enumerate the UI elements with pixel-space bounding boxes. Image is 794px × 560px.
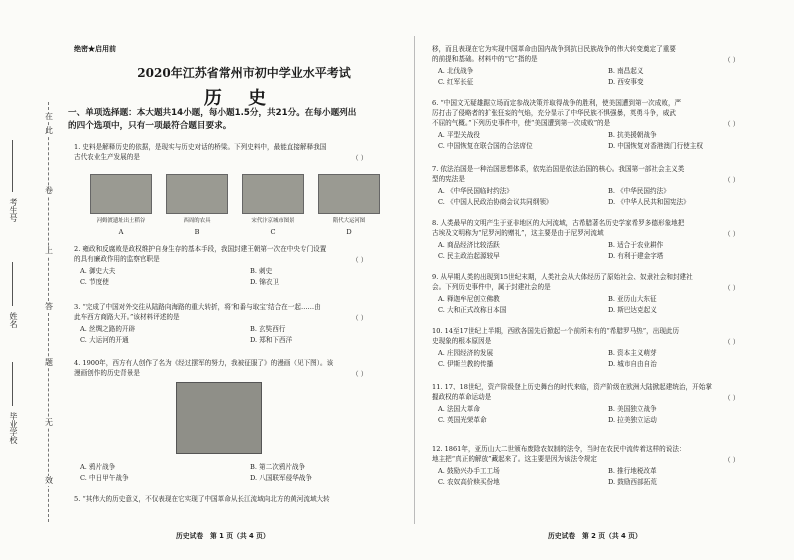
answer-paren: （ ） — [724, 284, 740, 292]
question-text: 不屈的气概。”下列历史事件中，使“美国遭到第一次成败”的是 — [432, 119, 611, 128]
option: A. 《中华民国临时约法》 — [438, 187, 513, 195]
seal-char: 无 — [45, 418, 53, 427]
seal-char: 卷 — [45, 186, 53, 195]
option: B. 美国独立战争 — [608, 405, 657, 413]
answer-paren: （ ） — [724, 338, 740, 346]
seal-char: 答 — [45, 302, 53, 311]
option: A. 商品经济比较活跃 — [438, 241, 500, 249]
answer-paren: （ ） — [724, 56, 740, 64]
image-a — [90, 174, 152, 214]
question-text: 8. 人类最早的文明产生于亚非地区的大河流域，古希腊著名历史学家希罗多德形象地把 — [432, 219, 685, 227]
option: C. 中日甲午战争 — [80, 474, 129, 482]
image-d — [318, 174, 380, 214]
question-text: 10. 14至17世纪上半期，西欧各国先后掀起一个前所未有的“希腊罗马热”，出现此历 — [432, 327, 680, 335]
answer-paren: （ ） — [352, 314, 368, 322]
option: B. 刺史 — [250, 267, 273, 275]
question-6-options — [438, 130, 768, 152]
field-line-school — [12, 362, 13, 406]
question-text: 的前提和基础。材料中的“它”指的是 — [432, 55, 538, 64]
page-footer-right: 历史试卷 第 2 页（共 4 页） — [548, 532, 642, 540]
secret-mark: 绝密★启用前 — [74, 44, 116, 53]
option: C. 伊斯兰教的传播 — [438, 360, 494, 368]
question-text: 3. “完成了中国对外交往从陆路向海路的重大转折，将‘和番与取宝’结合在一起……由 — [74, 303, 321, 311]
option: C. 红军长征 — [438, 78, 474, 86]
question-9 — [432, 272, 772, 292]
image-caption: 宋代汴京城市图景 — [251, 218, 295, 224]
binding-strip — [0, 0, 62, 560]
option: D. 城市自由自治 — [608, 360, 657, 368]
option: C. 《中国人民政治协商会议共同纲领》 — [438, 198, 553, 206]
question-2-options — [80, 266, 410, 288]
answer-paren: （ ） — [724, 394, 740, 402]
question-text: 11. 17、18世纪，资产阶级登上历史舞台的时代来临，资产阶级在欧洲大陆掀起建统治，开始掌 — [432, 383, 712, 391]
option: D. 八国联军侵华战争 — [250, 474, 312, 482]
question-3-options — [80, 324, 410, 346]
seal-char: 在 — [45, 112, 53, 121]
option: B. 南昌起义 — [608, 67, 644, 75]
answer-paren: （ ） — [724, 456, 740, 464]
option: D. 锦衣卫 — [250, 278, 280, 286]
image-c — [242, 174, 304, 214]
field-line-name — [12, 262, 13, 306]
question-11-options — [438, 404, 768, 426]
answer-paren: （ ） — [724, 230, 740, 238]
image-label: C — [270, 228, 276, 236]
option: A. 北伐战争 — [438, 67, 474, 75]
question-text: 漫画创作的历史背景是 — [74, 369, 140, 378]
answer-paren: （ ） — [724, 120, 740, 128]
option: D. 鼓励西部拓荒 — [608, 478, 657, 486]
field-line-exam-number — [12, 140, 13, 192]
option: A. 法国大革命 — [438, 405, 480, 413]
answer-paren: （ ） — [352, 154, 368, 162]
option: B. 玄奘西行 — [250, 325, 286, 333]
question-text: 2. 雍政和反腐败是政权维护自身生存的基本手段，我国封建王朝第一次在中央专门设置 — [74, 245, 327, 253]
question-text: 1. 史料是解释历史的依据，是现实与历史对话的桥梁。下列史料中，最能直接解释我国 — [74, 143, 327, 151]
field-label-school: 毕业学校 — [9, 412, 18, 444]
option: A. 平型关战役 — [438, 131, 480, 139]
question-text: 5. “其伟大的历史意义，不仅表现在它实现了中国革命从长江流域向北方的黄河流域大转 — [74, 495, 330, 503]
image-label: B — [194, 228, 200, 236]
option: D. 拉美独立运动 — [608, 416, 657, 424]
question-text: 史现象的根本原因是 — [432, 337, 492, 346]
option: C. 英国光荣革命 — [438, 416, 487, 424]
question-12 — [432, 444, 772, 464]
question-text: 厉打击了侵略者的扩张狂妄的气焰，充分显示了中华民族不惧强暴，英勇斗争，威武 — [432, 109, 676, 118]
question-12-options — [438, 466, 768, 488]
question-text: 7. 依法治国是一种治国思想体系，依宪治国是依法治国的核心。我国第一部社会主义类 — [432, 165, 685, 173]
question-11 — [432, 382, 772, 402]
question-1-images — [90, 174, 390, 236]
question-text: 的具有廉政作用的监察官职是 — [74, 255, 160, 264]
image-label: A — [118, 228, 124, 236]
option: D. 西安事变 — [608, 78, 644, 86]
question-text: 4. 1900年，西方有人创作了名为《经过摆军的努力，我被征服了》的漫画（见下图）。该 — [74, 359, 334, 367]
option: D. 《中华人民共和国宪法》 — [608, 198, 690, 206]
option: B. 《中华民国约法》 — [608, 187, 670, 195]
image-b — [166, 174, 228, 214]
answer-paren: （ ） — [352, 370, 368, 378]
section-heading — [68, 107, 412, 133]
question-text: 握政权的革命运动是 — [432, 393, 492, 402]
option: A. 鸦片战争 — [80, 463, 116, 471]
question-text: 型的宪法是 — [432, 175, 465, 184]
option: B. 抗美援朝战争 — [608, 131, 657, 139]
option: D. 中国恢复对香港澳门行使主权 — [608, 142, 703, 150]
option: D. 斯巴达克起义 — [608, 306, 657, 314]
question-10-options — [438, 348, 768, 370]
option: A. 丝绸之路的开辟 — [80, 325, 136, 333]
question-text: 地主把“真正的解放”藏起来了。这主要是因为该法令规定 — [432, 455, 597, 464]
question-4-options — [80, 462, 410, 484]
answer-paren: （ ） — [352, 256, 368, 264]
option: C. 大运河的开通 — [80, 336, 129, 344]
section-heading-line: 一、单项选择题：本大题共14小题，每小题1.5分，共21分。在每小题列出 — [68, 108, 357, 118]
option: B. 资本主义萌芽 — [608, 349, 657, 357]
page-divider — [414, 36, 415, 524]
question-text: 移，而且表现在它为实现中国革命由国内战争到抗日民族战争的伟大转变奠定了重要 — [432, 45, 676, 53]
option: B. 推行地税改革 — [608, 467, 657, 475]
seal-char: 效 — [45, 476, 53, 485]
option: C. 大和正式改称日本国 — [438, 306, 507, 314]
option: D. 有利于建金字塔 — [608, 252, 664, 260]
option: A. 庄园经济的发展 — [438, 349, 494, 357]
option: B. 第二次鸦片战争 — [250, 463, 306, 471]
option: C. 节度使 — [80, 278, 109, 286]
image-label: D — [346, 228, 352, 236]
answer-paren: （ ） — [724, 176, 740, 184]
option: B. 适合于农业耕作 — [608, 241, 664, 249]
question-5-cont — [432, 44, 772, 64]
question-7-options — [438, 186, 768, 208]
question-10 — [432, 326, 772, 346]
exam-title: 2020年江苏省常州市初中学业水平考试 — [137, 66, 351, 80]
option: A. 鼓励兴办手工工场 — [438, 467, 500, 475]
option: C. 农奴高价赎买份地 — [438, 478, 500, 486]
image-caption: 河姆渡遗址出土稻谷 — [96, 218, 146, 224]
option: B. 亚历山大东征 — [608, 295, 657, 303]
page-footer-left: 历史试卷 第 1 页（共 4 页） — [176, 532, 270, 540]
question-6 — [432, 98, 772, 129]
option: D. 郑和下西洋 — [250, 336, 293, 344]
option: A. 御史大夫 — [80, 267, 116, 275]
seal-char: 此 — [45, 126, 53, 135]
question-5-start — [74, 494, 410, 504]
question-text: 会。下列历史事件中，属于封建社会的是 — [432, 283, 551, 292]
question-text: 此车西方商路大开。”该材料评述的是 — [74, 313, 180, 322]
seal-line — [48, 102, 60, 522]
option: C. 民主政治起源较早 — [438, 252, 500, 260]
field-label-name: 姓名 — [9, 312, 18, 328]
field-label-exam-number: 考生号 — [9, 198, 18, 222]
question-8 — [432, 218, 772, 238]
question-text: 古埃及文明称为“尼罗河的赠礼”，这主要是由于尼罗河流域 — [432, 229, 604, 238]
subject-title: 历 史 — [203, 88, 277, 109]
question-7 — [432, 164, 772, 184]
cartoon-image — [176, 382, 262, 454]
question-9-options — [438, 294, 768, 316]
image-caption: 隋代大运河图 — [332, 218, 366, 224]
seal-char: 题 — [45, 358, 53, 367]
seal-char: 上 — [45, 246, 53, 255]
section-heading-line: 的四个选项中，只有一项最符合题目要求。 — [68, 121, 232, 131]
question-text: 古代农业生产发展的是 — [74, 153, 140, 162]
question-8-options — [438, 240, 768, 262]
option: A. 释迦牟尼创立佛教 — [438, 295, 500, 303]
question-text: 6. “中国文无疑雄踞立场而定参战决策并取得战争的胜利，使美国遭到第一次成败，严 — [432, 99, 682, 107]
image-caption: 西周的农具 — [183, 218, 211, 224]
option: C. 中国恢复在联合国的合法席位 — [438, 142, 533, 150]
question-text: 12. 1861年，亚历山大二世颁布废除农奴制的法令，当时在农民中流传着这样的说法： — [432, 445, 686, 453]
question-5-options — [438, 66, 768, 88]
question-text: 9. 从早期人类的出现到15世纪末期，人类社会从大体经历了原始社会、奴隶社会和封建社 — [432, 273, 693, 281]
